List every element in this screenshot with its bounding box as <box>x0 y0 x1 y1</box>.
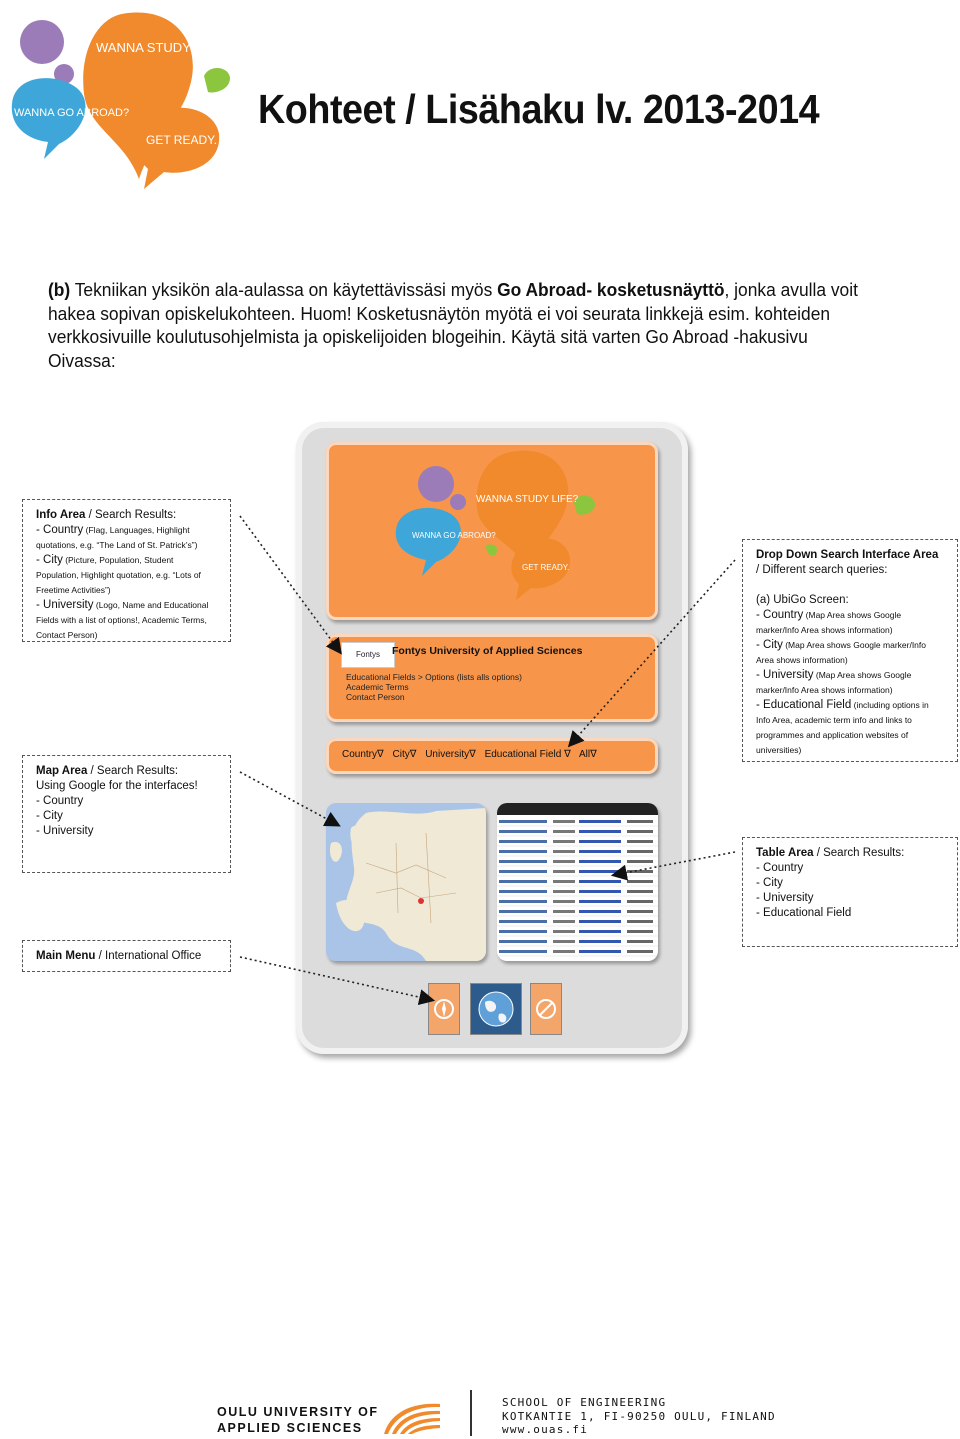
callout-map-title: Map Area <box>36 765 88 777</box>
footer-school-line3[interactable]: www.ouas.fi <box>502 1423 589 1436</box>
callout-info-country-detail: (Flag, Languages, Highlight quotations, e.g. “The Land of St. Patrick’s”) <box>36 525 198 550</box>
callout-table-area <box>742 837 958 947</box>
intro-text-1: Tekniikan yksikön ala-aulassa on käytettävissäsi myös <box>70 279 498 300</box>
callout-info-city-detail: (Picture, Population, Student Population, Highlight quotation, e.g. “Lots of Freetime Activities”) <box>36 555 201 595</box>
intro-text-2: , jonka avulla voit hakea sopivan opiskelukohteen. Huom! Kosketusnäytön myötä ei voi seurata linkkejä esim. kohteiden verkkosivuille koulutusohjelmista ja opiskelijoiden blogeihin. Käytä sitä varten Go Abroad -hakusivu Oivassa: <box>48 279 858 371</box>
callout-dropdown-field: - Educational Field <box>756 699 852 711</box>
arrow-dropdown-area <box>570 560 735 745</box>
intro-prefix: (b) <box>48 279 71 300</box>
arrow-main-menu <box>240 957 432 1000</box>
footer-school-line2: KOTKANTIE 1, FI-90250 OULU, FINLAND <box>502 1409 776 1423</box>
callout-map-area <box>22 755 231 873</box>
university-name[interactable]: Fontys University of Applied Sciences <box>392 645 583 657</box>
callout-info-city: - City <box>36 554 63 566</box>
university-logo: Fontys <box>341 642 395 668</box>
intro-bold: Go Abroad- kosketusnäyttö <box>497 279 725 300</box>
footer-school-line1: SCHOOL OF ENGINEERING <box>502 1396 667 1409</box>
callout-dropdown-subtitle: / Different search queries: <box>756 564 888 576</box>
callout-table-item: - Country <box>756 862 804 874</box>
filter-university-dropdown[interactable]: University∇ <box>425 749 476 760</box>
callout-dropdown-country: - Country <box>756 609 804 621</box>
arrow-map-area <box>240 772 338 825</box>
callout-dropdown-university-detail: (Map Area shows Google marker/Info Area shows information) <box>756 670 912 695</box>
logo-text-wanna-study: WANNA STUDY LIFE? <box>96 40 229 55</box>
filter-country-dropdown[interactable]: Country∇ <box>342 749 384 760</box>
banner-text-wanna-study: WANNA STUDY LIFE? <box>476 494 579 505</box>
callout-dropdown-title: Drop Down Search Interface Area <box>756 549 939 561</box>
callout-info-title: Info Area <box>36 509 86 521</box>
callout-dropdown-screen: (a) UbiGo Screen: <box>756 594 849 606</box>
oamk-logo-icon <box>380 1394 444 1436</box>
logo-text-get-ready: GET READY. <box>146 133 217 147</box>
footer-uni-line2: APPLIED SCIENCES <box>217 1421 363 1435</box>
banner-text-wanna-go: WANNA GO ABROAD? <box>412 531 496 540</box>
callout-dropdown-search <box>742 539 958 762</box>
callout-map-item: - Country <box>36 795 84 807</box>
callout-dropdown-city-detail: (Map Area shows Google marker/Info Area shows information) <box>756 640 926 665</box>
footer-university-name <box>217 1404 379 1436</box>
footer-school-address <box>502 1396 776 1437</box>
filter-all-dropdown[interactable]: All∇ <box>579 749 597 760</box>
callout-dropdown-country-detail: (Map Area shows Google marker/Info Area shows information) <box>756 610 902 635</box>
arrow-table-area <box>614 852 735 875</box>
callout-map-item: - University <box>36 825 94 837</box>
logo-text-wanna-go: WANNA GO ABROAD? <box>14 107 130 119</box>
callout-menu-title: Main Menu <box>36 950 96 962</box>
callout-map-subtitle: / Search Results: <box>87 765 179 777</box>
callout-info-university-detail: (Logo, Name and Educational Fields with a list of options!, Academic Terms, Contact Person) <box>36 600 209 640</box>
filter-educational-field-dropdown[interactable]: Educational Field ∇ <box>484 749 571 760</box>
page-title: Kohteet / Lisähaku lv. 2013-2014 <box>258 86 820 132</box>
callout-table-subtitle: / Search Results: <box>813 847 905 859</box>
callout-info-country: - Country <box>36 524 84 536</box>
callout-info-subtitle: / Search Results: <box>85 509 177 521</box>
banner-text-get-ready: GET READY. <box>522 563 570 572</box>
callout-table-item: - Educational Field <box>756 907 852 919</box>
callout-table-title: Table Area <box>756 847 814 859</box>
callout-map-item: - City <box>36 810 63 822</box>
callout-menu-subtitle: / International Office <box>95 950 202 962</box>
callout-table-item: - University <box>756 892 814 904</box>
callout-dropdown-field-detail: (including options in Info Area, academic term info and links to programmes and application websites of universities) <box>756 700 929 755</box>
callout-dropdown-city: - City <box>756 639 783 651</box>
callout-table-item: - City <box>756 877 783 889</box>
callout-info-university: - University <box>36 599 94 611</box>
footer-uni-line1: OULU UNIVERSITY OF <box>217 1405 379 1419</box>
info-academic-terms[interactable]: Academic Terms <box>346 682 409 692</box>
info-educational-fields[interactable]: Educational Fields > Options (lists alls options) <box>346 672 522 682</box>
callout-dropdown-university: - University <box>756 669 814 681</box>
arrow-info-area <box>240 516 340 652</box>
info-contact-person[interactable]: Contact Person <box>346 692 405 702</box>
footer-divider <box>470 1390 472 1436</box>
callout-map-google: Using Google for the interfaces! <box>36 780 198 792</box>
callout-info-area <box>22 499 231 642</box>
filter-city-dropdown[interactable]: City∇ <box>392 749 417 760</box>
callout-main-menu <box>22 940 231 972</box>
